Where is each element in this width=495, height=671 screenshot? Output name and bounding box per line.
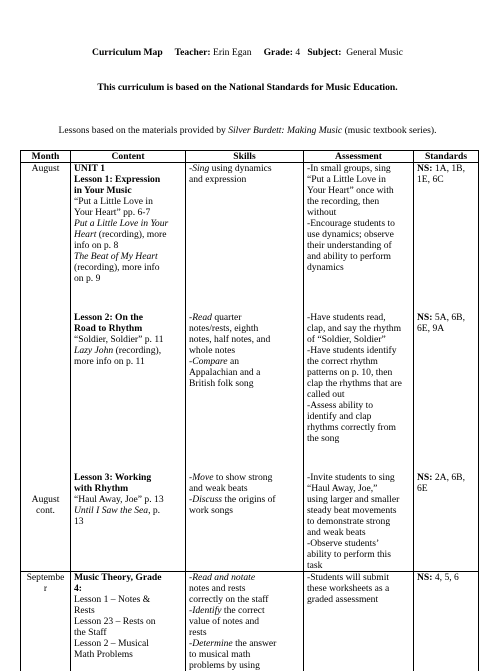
subject-value: General Music [346,47,403,58]
standards-label: NS: [417,163,432,174]
assessment-line: -Have students identify [307,345,410,356]
skills-cell [186,163,304,285]
content-title: Lesson 2: On the [74,312,182,323]
content-line: more info on p. 11 [74,356,182,367]
lessons-note [0,125,495,136]
assessment-line: the recording, then [307,196,410,207]
assessment-line: the song [307,433,410,444]
standards-label: NS: [417,312,432,323]
standards-cell [414,163,479,285]
table-row [21,312,479,444]
skills-verb: -Identify [189,605,222,616]
document-header [0,47,495,58]
content-line: “Soldier, Soldier” p. 11 [74,334,182,345]
assessment-cell [304,163,414,285]
content-line: , p. [148,505,160,516]
skills-cell [186,472,304,572]
content-line: Lesson 2 – Musical [74,638,182,649]
skills-verb: -Compare [189,356,228,367]
subject-label: Subject: [307,47,341,58]
skills-verb: -Determine [189,638,233,649]
content-italic: Until I Saw the Sea [74,505,148,516]
column-header-month: Month [21,151,71,163]
skills-line: whole notes [189,345,300,356]
skills-cell [186,312,304,444]
content-line: Lesson 1 – Notes & [74,594,182,605]
assessment-line: their understanding of [307,240,410,251]
content-title: UNIT 1 [74,163,182,174]
assessment-line: using larger and smaller [307,494,410,505]
skills-line: British folk song [189,378,300,389]
assessment-line: “Haul Away, Joe,” [307,483,410,494]
assessment-line: without [307,207,410,218]
teacher-label: Teacher: [175,47,211,58]
skills-line: problems by using [189,660,300,671]
content-italic: Put a Little Love in Your [74,218,182,229]
assessment-line: called out [307,389,410,400]
assessment-line: of “Soldier, Soldier” [307,334,410,345]
curriculum-map-label: Curriculum Map [92,47,163,58]
content-line: (recording), more [99,229,167,240]
skills-verb: -Discuss [189,494,222,505]
assessment-line: patterns on p. 10, then [307,367,410,378]
skills-line: Appalachian and a [189,367,300,378]
content-title: Road to Rhythm [74,323,182,334]
content-title: 4: [74,583,182,594]
content-cell [71,163,186,285]
skills-verb: -Read and notate [189,572,300,583]
standards-line: 1A, 1B, [432,163,465,174]
lessons-note-suffix: (music textbook series). [342,125,436,136]
column-header-content: Content [71,151,186,163]
assessment-line: the correct rhythm [307,356,410,367]
content-line: (recording), [113,345,161,356]
assessment-line: clap the rhythms that are [307,378,410,389]
content-line: “Put a Little Love in [74,196,182,207]
assessment-line: dynamics [307,262,410,273]
table-row [21,163,479,285]
standards-label: NS: [417,572,432,583]
column-header-skills: Skills [186,151,304,163]
assessment-line: -Invite students to sing [307,472,410,483]
column-header-standards: Standards [414,151,479,163]
grade-label: Grade: [264,47,293,58]
month-text: August [32,163,60,174]
lessons-note-prefix: Lessons based on the materials provided by [59,125,229,136]
content-line: on p. 9 [74,273,182,284]
table-row [21,472,479,572]
assessment-cell [304,312,414,444]
assessment-line: “Put a Little Love in [307,174,410,185]
skills-line: and weak beats [189,483,300,494]
skills-line: notes, half notes, and [189,334,300,345]
standards-line: 2A, 6B, 6E [417,472,465,494]
skills-line: correctly on the staff [189,594,300,605]
standards-cell [414,572,479,671]
month-cell [21,163,71,285]
content-cell [71,312,186,444]
assessment-line: -Have students read, [307,312,410,323]
standards-line: 1E, 6C [417,174,475,185]
table-row [21,572,479,671]
skills-line: notes/rests, eighth [189,323,300,334]
skills-line: an [228,356,239,367]
assessment-line: -Students will submit [307,572,410,583]
assessment-line: -Assess ability to [307,400,410,411]
standards-line: 5A, 6B, [432,312,465,323]
month-cell [21,312,71,444]
content-cell [71,472,186,572]
content-line: Math Problems [74,649,182,660]
assessment-line: identify and clap [307,411,410,422]
month-cell [21,472,71,572]
assessment-line: and ability to perform [307,251,410,262]
content-title: Lesson 1: Expression [74,174,182,185]
assessment-line: steady beat movements [307,505,410,516]
lessons-note-source: Silver Burdett: Making Music [228,125,342,136]
skills-line: the origins of [222,494,276,505]
content-line: 13 [74,516,182,527]
content-line: (recording), more info [74,262,182,273]
skills-line: work songs [189,505,300,516]
content-cell [71,572,186,671]
content-title: with Rhythm [74,483,182,494]
content-title: Lesson 3: Working [74,472,182,483]
curriculum-table [20,150,479,671]
skills-verb: -Move [189,472,214,483]
teacher-name: Erin Egan [213,47,252,58]
content-line: the Staff [74,627,182,638]
month-text: Septembe r [27,572,65,594]
content-line: “Haul Away, Joe” p. 13 [74,494,182,505]
standards-label: NS: [417,472,432,483]
column-header-assessment: Assessment [304,151,414,163]
assessment-line: -Observe students’ [307,538,410,549]
assessment-cell [304,572,414,671]
content-title: Music Theory, Grade [74,572,182,583]
content-italic: Lazy John [74,345,113,356]
skills-line: notes and rests [189,583,300,594]
assessment-line: -Encourage students to [307,218,410,229]
skills-line: to show strong [214,472,273,483]
content-title: in Your Music [74,185,182,196]
content-line: Lesson 23 – Rests on [74,616,182,627]
assessment-line: Your Heart” once with [307,185,410,196]
month-cell [21,572,71,671]
skills-cell [186,572,304,671]
standards-line: 6E, 9A [417,323,475,334]
skills-verb: -Read [189,312,212,323]
skills-line: quarter [212,312,242,323]
table-header-row [21,151,479,163]
skills-line: rests [189,627,300,638]
assessment-cell [304,472,414,572]
skills-line: and expression [189,174,300,185]
content-line: Rests [74,605,182,616]
skills-line: to musical math [189,649,300,660]
assessment-line: clap, and say the rhythm [307,323,410,334]
assessment-line: task [307,560,410,571]
content-line: info on p. 8 [74,240,182,251]
standards-cell [414,472,479,572]
standards-line: 4, 5, 6 [432,572,458,583]
assessment-line: use dynamics; observe [307,229,410,240]
assessment-line: rhythms correctly from [307,422,410,433]
skills-verb: -Sing [189,163,209,174]
skills-line: value of notes and [189,616,300,627]
assessment-line: and weak beats [307,527,410,538]
skills-line: the answer [233,638,277,649]
assessment-line: -In small groups, sing [307,163,410,174]
content-italic: Heart [74,229,96,240]
standards-note-text: This curriculum is based on the National Standards for Music Education. [97,82,397,93]
standards-cell [414,312,479,444]
assessment-line: ability to perform this [307,549,410,560]
month-text: August cont. [24,494,67,516]
skills-line: using dynamics [209,163,271,174]
assessment-line: to demonstrate strong [307,516,410,527]
content-italic: The Beat of My Heart [74,251,182,262]
assessment-line: these worksheets as a [307,583,410,594]
grade-value: 4 [295,47,300,58]
skills-line: the correct [222,605,265,616]
standards-note [0,82,495,93]
content-line: Your Heart” pp. 6-7 [74,207,182,218]
assessment-line: graded assessment [307,594,410,605]
